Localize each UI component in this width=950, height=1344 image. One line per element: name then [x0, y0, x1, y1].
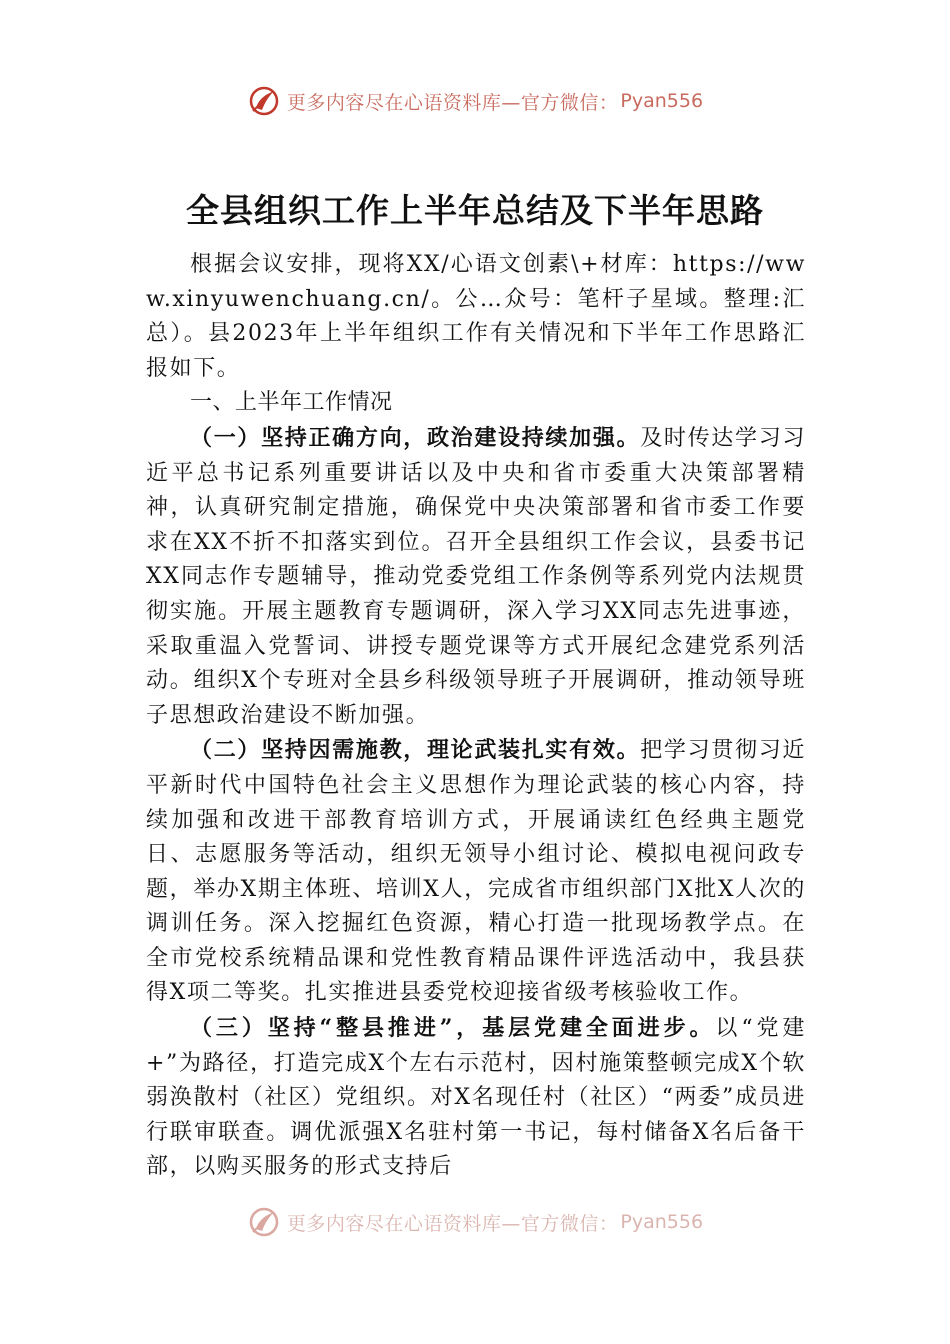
paragraph-3 — [146, 1011, 806, 1185]
paragraph-1-text: 及时传达学习习近平总书记系列重要讲话以及中央和省市委重大决策部署精神，认真研究制定措施，确保党中央决策部署和省市委工作要求在XX不折不扣落实到位。召开全县组织工作会议，县委书记XX同志作专题辅导，推动党委党组工作条例等系列党内法规贯彻实施。开展主题教育专题调研，深入学习XX同志先进事迹，采取重温入党誓词、讲授专题党课等方式开展纪念建党系列活动。组织X个专班对全县乡科级领导班子开展调研，推动领导班子思想政治建设不断加强。 — [146, 425, 806, 728]
watermark-footer — [0, 1207, 950, 1237]
paragraph-1-lead: （一）坚持正确方向，政治建设持续加强。 — [190, 424, 641, 451]
document-title: 全县组织工作上半年总结及下半年思路 — [186, 191, 764, 230]
watermark-id: Pyan556 — [620, 1211, 704, 1233]
watermark-text: 更多内容尽在心语资料库—官方微信： — [286, 1212, 619, 1235]
watermark-text: 更多内容尽在心语资料库—官方微信： — [286, 91, 619, 114]
paragraph-3-lead: （三）坚持“整县推进”，基层党建全面进步。 — [190, 1015, 716, 1042]
intro-paragraph: 根据会议安排，现将XX/心语文创素\+材库：https://www.xinyuwenchuang.cn/。公…众号：笔杆子星域。整理:汇总）。县2023年上半年组织工作有关情况和下半年工作思路汇报如下。 — [146, 252, 806, 381]
paragraph-1 — [146, 421, 806, 733]
paragraph-2-text: 把学习贯彻习近平新时代中国特色社会主义思想作为理论武装的核心内容，持续加强和改进干部教育培训方式，开展诵读红色经典主题党日、志愿服务等活动，组织无领导小组讨论、模拟电视问政专题，举办X期主体班、培训X人，完成省市组织部门X批X人次的调训任务。深入挖掘红色资源，精心打造一批现场教学点。在全市党校系统精品课和党性教育精品课件评选活动中，我县获得X项二等奖。扎实推进县委党校迎接省级考核验收工作。 — [146, 738, 806, 1006]
watermark-header — [0, 84, 950, 118]
paragraph-3-text: 以“党建+”为路径，打造完成X个左右示范村，因村施策整顿完成X个软弱涣散村（社区）党组织。对X名现任村（社区）“两委”成员进行联审联查。调优派强X名驻村第一书记，每村储备X名后备干部，以购买服务的形式支持后 — [146, 1016, 806, 1180]
paragraph-2 — [146, 733, 806, 1011]
section-heading: 一、上半年工作情况 — [190, 390, 393, 416]
watermark-id: Pyan556 — [620, 90, 704, 112]
logo-icon — [247, 84, 281, 118]
paragraph-2-lead: （二）坚持因需施教，理论武装扎实有效。 — [190, 737, 641, 764]
document-body — [146, 248, 806, 1214]
logo-icon — [247, 1207, 281, 1237]
